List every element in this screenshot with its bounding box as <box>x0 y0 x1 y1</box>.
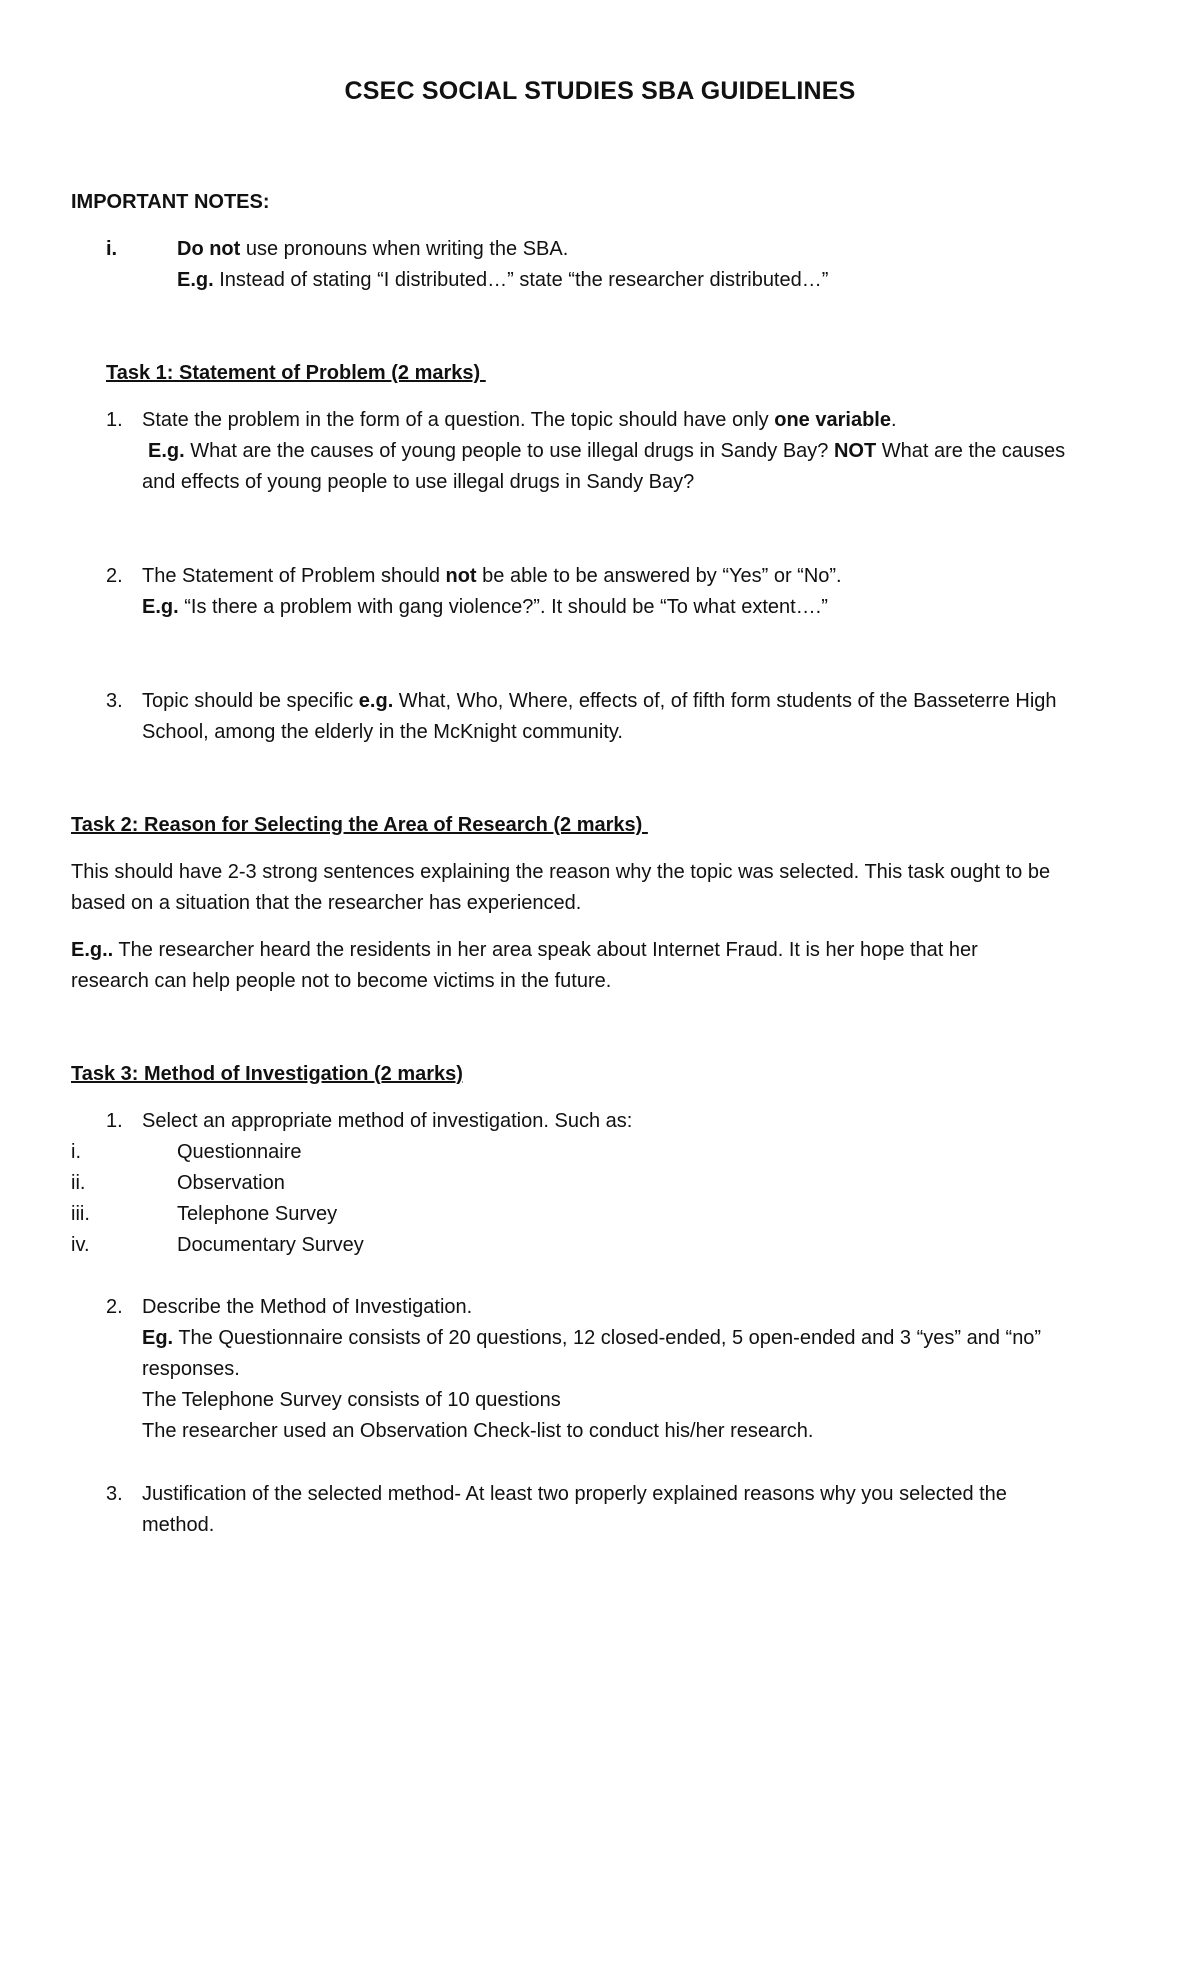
item-text: Describe the Method of Investigation. <box>142 1296 473 1318</box>
example-text: The researcher heard the residents in her area speak about Internet Fraud. It is her hope that her <box>113 939 978 961</box>
item-number: 3. <box>106 1483 123 1505</box>
bold-segment: e.g. <box>358 690 394 712</box>
text-segment: State the problem in the form of a question. The topic should have only <box>142 409 775 431</box>
list-number: iv. <box>71 1234 90 1256</box>
item-text <box>142 686 1176 717</box>
task3-item-2 <box>106 1292 1176 1447</box>
method-list-item <box>71 1230 671 1261</box>
text-segment: The Statement of Problem should <box>142 565 446 587</box>
example-text: What are the causes of young people to use illegal drugs in Sandy Bay? <box>184 440 834 462</box>
important-note-item <box>106 234 1146 296</box>
item-text-line: The Telephone Survey consists of 10 questions <box>142 1389 561 1411</box>
example-label: E.g.. <box>71 939 114 961</box>
item-text <box>142 561 1166 592</box>
method-name: Observation <box>177 1172 285 1194</box>
item-example-continued: responses. <box>142 1358 240 1380</box>
item-text <box>142 405 1166 436</box>
note-line <box>177 234 1146 265</box>
method-name: Telephone Survey <box>177 1203 338 1225</box>
task1-item-3 <box>106 686 1176 748</box>
list-number: i. <box>71 1141 81 1163</box>
item-number: 2. <box>106 565 123 587</box>
example-line-continued: research can help people not to become victims in the future. <box>71 970 612 992</box>
item-number: 3. <box>106 690 123 712</box>
item-example <box>142 592 1166 623</box>
method-name: Documentary Survey <box>177 1234 364 1256</box>
item-number: 1. <box>106 409 123 431</box>
example-label: E.g. <box>148 440 185 462</box>
example-label: E.g. <box>177 269 214 291</box>
method-list-item <box>71 1199 671 1230</box>
task1-item-2 <box>106 561 1166 623</box>
method-list-item <box>71 1137 671 1168</box>
important-notes-heading: IMPORTANT NOTES: <box>71 191 270 213</box>
task3-item-1 <box>106 1106 1166 1137</box>
example-line <box>71 935 1171 966</box>
task3-item-3 <box>106 1479 1176 1541</box>
page-title: CSEC SOCIAL STUDIES SBA GUIDELINES <box>344 77 856 105</box>
text-segment: . <box>890 409 897 431</box>
bold-segment: NOT <box>833 440 877 462</box>
task1-item-1 <box>106 405 1166 498</box>
text-segment: What, Who, Where, effects of, of fifth form students of the Basseterre High <box>393 690 1057 712</box>
item-text-continued: method. <box>142 1514 215 1536</box>
note-text: use pronouns when writing the SBA. <box>240 238 569 260</box>
task1-heading: Task 1: Statement of Problem (2 marks) <box>106 362 486 384</box>
note-example <box>177 265 1146 296</box>
item-text: Select an appropriate method of investigation. Such as: <box>142 1110 633 1132</box>
list-number: iii. <box>71 1203 90 1225</box>
method-list-item <box>71 1168 671 1199</box>
task2-paragraph <box>71 857 1171 919</box>
item-example <box>142 1323 1176 1354</box>
task2-example <box>71 935 1171 997</box>
example-text: Instead of stating “I distributed…” state “the researcher distributed…” <box>213 269 829 291</box>
paragraph-line: based on a situation that the researcher has experienced. <box>71 892 582 914</box>
example-text: “Is there a problem with gang violence?”. It should be “To what extent….” <box>178 596 828 618</box>
text-segment: Topic should be specific <box>142 690 359 712</box>
item-number: i. <box>106 238 118 260</box>
method-name: Questionnaire <box>177 1141 302 1163</box>
example-label: Eg. <box>142 1327 174 1349</box>
item-number: 2. <box>106 1296 123 1318</box>
example-text: The Questionnaire consists of 20 questions, 12 closed-ended, 5 open-ended and 3 “yes” and “no” <box>173 1327 1042 1349</box>
example-label: E.g. <box>142 596 179 618</box>
paragraph-line: This should have 2-3 strong sentences explaining the reason why the topic was selected. This task ought to be <box>71 861 1051 883</box>
task3-heading: Task 3: Method of Investigation (2 marks) <box>71 1063 463 1085</box>
item-example <box>142 436 1166 467</box>
item-example-continued: and effects of young people to use illegal drugs in Sandy Bay? <box>142 471 695 493</box>
task2-heading: Task 2: Reason for Selecting the Area of Research (2 marks) <box>71 814 648 836</box>
item-text-line: The researcher used an Observation Check-list to conduct his/her research. <box>142 1420 814 1442</box>
text-segment: be able to be answered by “Yes” or “No”. <box>476 565 842 587</box>
item-text: Justification of the selected method- At least two properly explained reasons why you selected the <box>142 1483 1007 1505</box>
note-bold-text: Do not <box>177 238 241 260</box>
list-number: ii. <box>71 1172 86 1194</box>
method-list <box>71 1137 671 1261</box>
bold-segment: not <box>445 565 477 587</box>
item-number: 1. <box>106 1110 123 1132</box>
example-text: What are the causes <box>876 440 1066 462</box>
bold-segment: one variable <box>774 409 891 431</box>
item-text-continued: School, among the elderly in the McKnight community. <box>142 721 623 743</box>
